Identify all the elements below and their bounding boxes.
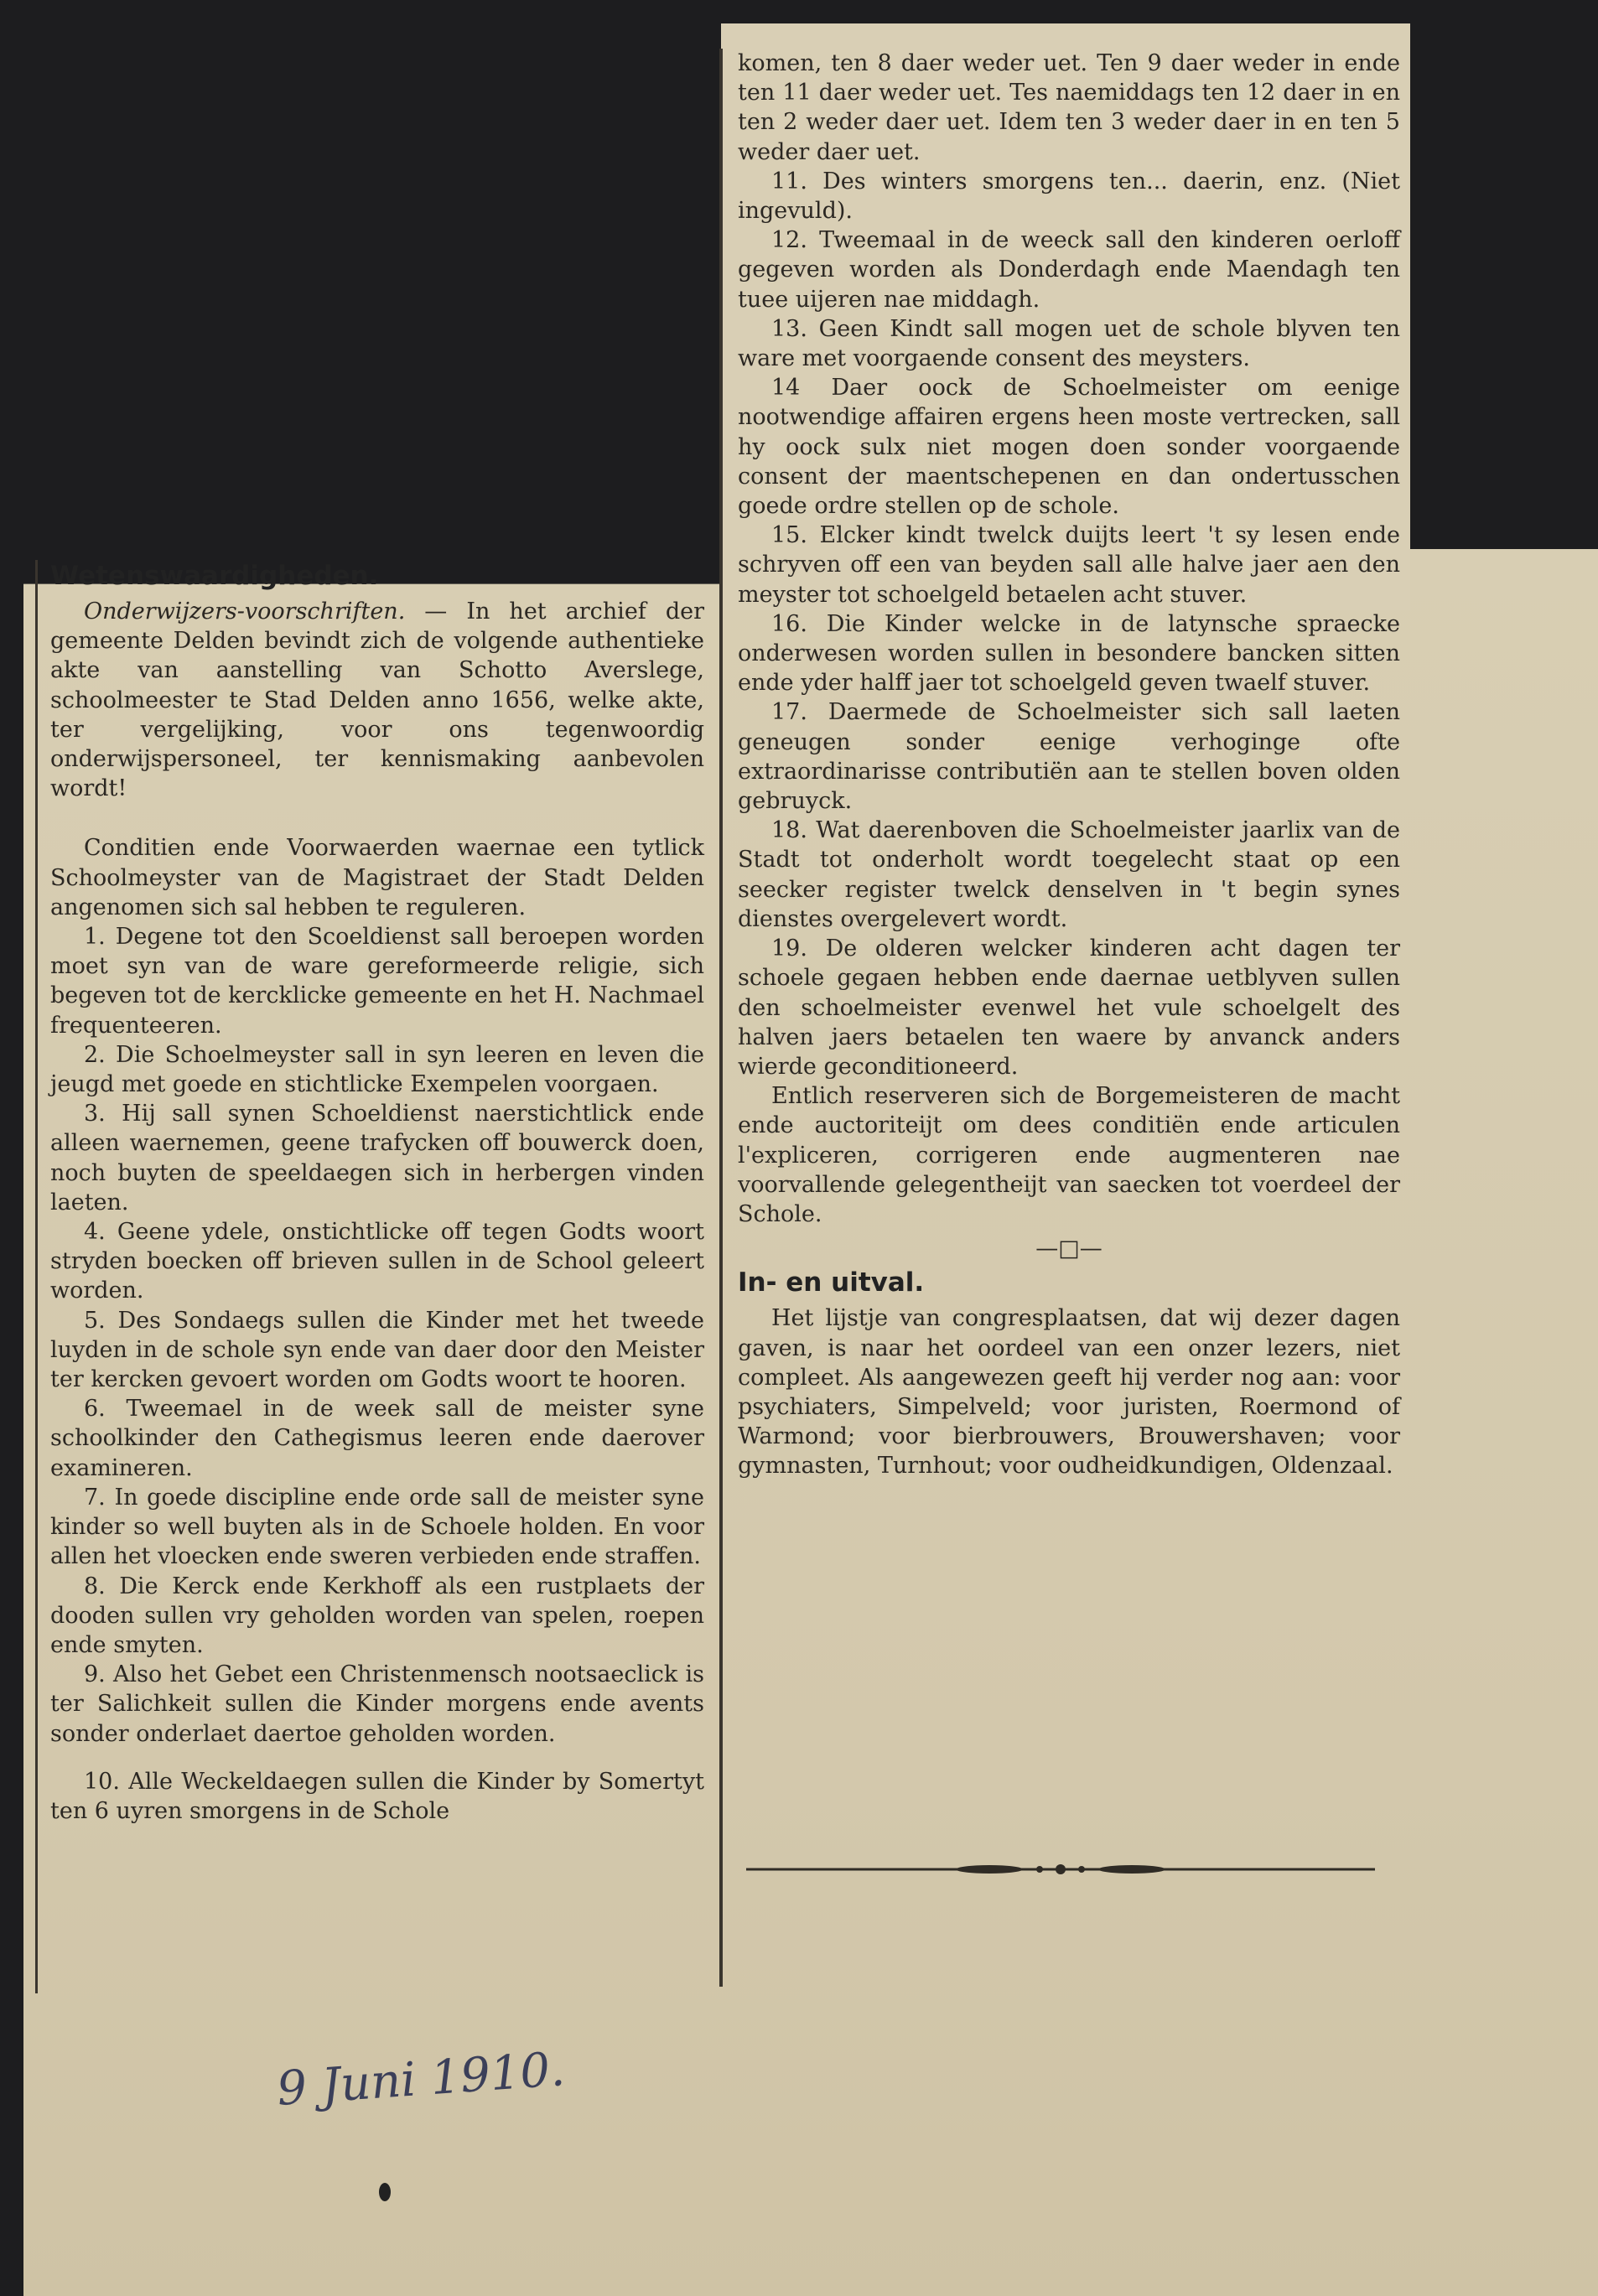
paragraph: 16. Die Kinder welcke in de latynsche spraecke onderwesen worden sullen in besondere bancken sitten ende yder halff jaer tot schoelgeld geven twaelf stuver. [738,610,1400,697]
paragraph: 6. Tweemael in de week sall de meister syne schoolkinder den Cathegismus leeren ende daerover examineren. [50,1396,704,1481]
ink-mark [379,2183,391,2201]
paragraph: 13. Geen Kindt sall mogen uet de schole blyven ten ware met voorgaende consent des meysters. [738,315,1400,372]
continuation-paragraph: komen, ten 8 daer weder uet. Ten 9 daer weder in ende ten 11 daer weder uet. Tes naemiddags ten 12 daer in en ten 2 weder daer uet. Idem ten 3 weder daer in en ten 5 weder daer uet. [738,50,1400,165]
paragraph: Entlich reserveren sich de Borgemeisteren de macht ende auctoriteijt om dees conditiën ende articulen l'expliceren, corrigeren ende augmenteren nae voorvallende gelegentheijt van saecken tot voerdeel der Schole. [738,1083,1400,1227]
paragraph: Het lijstje van congresplaatsen, dat wij dezer dagen gaven, is naar het oordeel van een onzer lezers, niet compleet. Als aangewezen geeft hij verder nog aan: voor psychiaters, Simpelveld; voor juristen, Roermond of Warmond; voor bierbrouwers, Brouwershaven; voor gymnasten, Turnhout; voor oudheidkundigen, Oldenzaal. [738,1305,1400,1480]
lead-paragraph [50,597,704,803]
column-divider-rule [719,49,723,1987]
section-heading-2: In- en uitval. [738,1267,925,1298]
paragraph: 12. Tweemaal in de weeck sall den kinderen oerloff gegeven worden als Donderdagh ende Maendagh ten tuee uijeren nae middagh. [738,227,1400,313]
paragraph: Conditien ende Voorwaerden waernae een tytlick Schoolmeyster van de Magistraet der Stadt Delden angenomen sich sal hebben te reguleren. [50,835,704,920]
lead-title: Onderwijzers-voorschriften. [84,599,406,625]
left-column [50,560,704,1826]
paragraph: 14 Daer oock de Schoelmeister om eenige nootwendige affairen ergens heen moste vertrecken, sall hy oock sulx niet mogen doen sonder voorgaende consent der maentschepenen en dan ondertusschen goede ordre stellen op de schole. [738,375,1400,520]
left-column-rule [35,560,38,1993]
paragraph: 10. Alle Weckeldaegen sullen die Kinder by Somertyt ten 6 uyren smorgens in de Schole [50,1768,704,1824]
paragraph: 19. De olderen welcker kinderen acht dagen ter schoele gegaen hebben ende daernae uetblyven sullen den schoelmeister evenwel het vule schoelgelt des halven jaers betaelen ten waere by anvanck anders wierde geconditioneerd. [738,936,1400,1080]
paragraph: 11. Des winters smorgens ten... daerin, enz. (Niet ingevuld). [738,168,1400,225]
section-heading: Wetenswaardigheden. [50,561,379,591]
paragraph: 18. Wat daerenboven die Schoelmeister jaarlix van de Stadt tot onderholt wordt toegelecht staat op een seecker register twelck denselven in 't begin synes dienstes overgelevert wordt. [738,817,1400,932]
paragraph: 3. Hij sall synen Schoeldienst naerstichtlick ende alleen waernemen, geene trafycken off bouwerck doen, noch buyten de speeldaegen sich in herbergen vinden laeten. [50,1101,704,1215]
paragraph: 9. Also het Gebet een Christenmensch nootsaeclick is ter Salichkeit sullen die Kinder morgens ende avents sonder onderlaet daertoe geholden worden. [50,1661,704,1747]
paragraph: 1. Degene tot den Scoeldienst sall beroepen worden moet syn van de ware gereformeerde religie, sich begeven tot de kercklicke gemeente en het H. Nachmael frequenteeren. [50,924,704,1039]
paragraph: 2. Die Schoelmeyster sall in syn leeren en leven die jeugd met goede en stichtlicke Exempelen voorgaen. [50,1041,704,1098]
lead-text: — In het archief der gemeente Delden bevindt zich de volgende authentieke akte van aanstelling van Schotto Averslege, schoolmeester te Stad Delden anno 1656, welke akte, ter vergelijking, voor ons tegenwoordig onderwijspersoneel, ter kennismaking aanbevolen wordt! [50,599,704,802]
paragraph: 15. Elcker kindt twelck duijts leert 't sy lesen ende schryven off een van beyden sall alle halve jaer aen den meyster tot schoelgeld betaelen acht stuver. [738,522,1400,608]
paragraph: 17. Daermede de Schoelmeister sich sall laeten geneugen sonder eenige verhoginge ofte extraordinarisse contributiën aan te stellen boven olden gebruyck. [738,699,1400,815]
paragraph: 7. In goede discipline ende orde sall de meister syne kinder so well buyten als in de Schoele holden. En voor allen het vloecken ende sweren verbieden ende straffen. [50,1484,704,1570]
separator: —□— [1035,1236,1103,1262]
right-column [738,49,1400,1481]
handwritten-date: 9 Juni 1910. [275,2042,567,2117]
paragraph: 5. Des Sondaegs sullen die Kinder met het tweede luyden in de schole syn ende van daer door den Meister ter kercken gevoert worden om Godts woort te hooren. [50,1307,704,1393]
ornamental-rule [738,1861,1383,1878]
paragraph: 4. Geene ydele, onstichtlicke off tegen Godts woort stryden boecken off brieven sullen in de School geleert worden. [50,1219,704,1304]
paragraph: 8. Die Kerck ende Kerkhoff als een rustplaets der dooden sullen vry geholden worden van spelen, roepen ende smyten. [50,1573,704,1658]
